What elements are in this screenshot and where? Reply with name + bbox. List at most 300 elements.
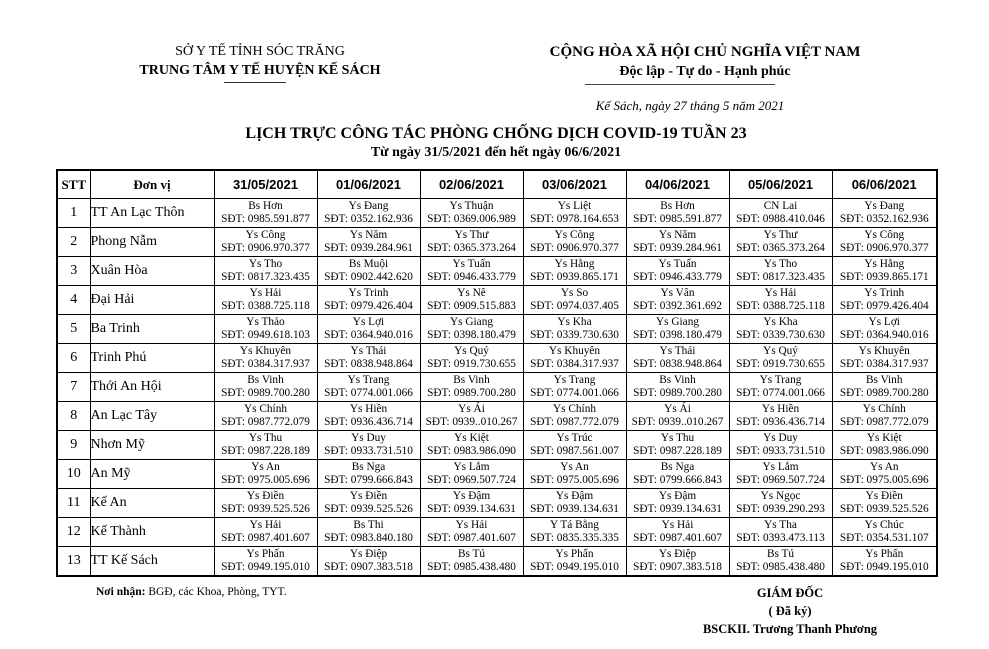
table-header-row <box>57 170 937 199</box>
signed-note: ( Đã ký) <box>768 604 812 618</box>
duty-cell <box>832 431 937 460</box>
staff-name: Ys An <box>560 461 589 473</box>
staff-phone: SĐT: 0939.290.293 <box>736 503 825 515</box>
staff-phone: SĐT: 0939.134.631 <box>530 503 619 515</box>
staff-phone: SĐT: 0354.531.107 <box>839 532 929 544</box>
staff-name: Ys Hải <box>661 519 694 531</box>
staff-phone: SĐT: 0989.700.280 <box>839 387 929 399</box>
staff-name: Ys Đang <box>348 200 389 212</box>
staff-phone: SĐT: 0987.401.607 <box>633 532 722 544</box>
duty-cell <box>729 344 832 373</box>
staff-name: Ys Kiệt <box>454 432 489 444</box>
staff-phone: SĐT: 0949.195.010 <box>839 561 929 573</box>
column-header-date: 03/06/2021 <box>523 170 626 199</box>
center-name: TRUNG TÂM Y TẾ HUYỆN KẾ SÁCH <box>139 63 381 78</box>
duty-cell <box>832 547 937 577</box>
staff-name: Ys Lắm <box>762 461 799 473</box>
staff-phone: SĐT: 0384.317.937 <box>530 358 619 370</box>
staff-name: Bs Nga <box>660 461 695 473</box>
duty-cell <box>214 315 317 344</box>
duty-cell <box>729 315 832 344</box>
duty-cell <box>523 489 626 518</box>
row-number: 2 <box>57 228 90 257</box>
staff-phone: SĐT: 0919.730.655 <box>427 358 516 370</box>
document-subtitle: Từ ngày 31/5/2021 đến hết ngày 06/6/2021 <box>370 145 622 160</box>
staff-phone: SĐT: 0975.005.696 <box>839 474 929 486</box>
staff-name: Ys Điền <box>349 490 388 502</box>
staff-phone: SĐT: 0393.473.113 <box>736 532 825 544</box>
duty-cell <box>214 489 317 518</box>
column-header-stt: STT <box>57 170 90 199</box>
duty-cell <box>626 518 729 547</box>
staff-name: Ys Quý <box>763 345 798 357</box>
staff-phone: SĐT: 0974.037.405 <box>530 300 619 312</box>
staff-name: Ys Thuận <box>449 200 494 212</box>
staff-name: Ys Thu <box>248 432 283 444</box>
duty-cell <box>214 344 317 373</box>
staff-name: Ys Tho <box>763 258 798 270</box>
unit-name: Xuân Hòa <box>90 257 214 286</box>
column-header-date: 04/06/2021 <box>626 170 729 199</box>
table-row <box>57 518 937 547</box>
row-number: 8 <box>57 402 90 431</box>
staff-phone: SĐT: 0983.986.090 <box>427 445 516 457</box>
staff-phone: SĐT: 0339.730.630 <box>736 329 825 341</box>
staff-phone: SĐT: 0939..010.267 <box>425 416 518 428</box>
duty-cell <box>317 518 420 547</box>
staff-name: Ys Chúc <box>864 519 904 531</box>
unit-name: Nhơn Mỹ <box>90 431 214 460</box>
duty-cell <box>729 228 832 257</box>
duty-cell <box>317 489 420 518</box>
staff-name: Ys So <box>560 287 589 299</box>
staff-name: Ys An <box>251 461 280 473</box>
staff-name: Bs Hơn <box>660 200 695 212</box>
staff-phone: SĐT: 0835.335.335 <box>530 532 619 544</box>
staff-phone: SĐT: 0907.383.518 <box>633 561 722 573</box>
duty-cell <box>317 286 420 315</box>
staff-name: Ys Công <box>245 229 286 241</box>
staff-name: Ys Năm <box>658 229 697 241</box>
unit-name: Trinh Phú <box>90 344 214 373</box>
staff-phone: SĐT: 0939..010.267 <box>631 416 724 428</box>
staff-phone: SĐT: 0817.323.435 <box>736 271 825 283</box>
staff-name: Ys Tuấn <box>452 258 491 270</box>
staff-name: Bs Thi <box>353 519 384 531</box>
row-number: 4 <box>57 286 90 315</box>
duty-cell <box>214 460 317 489</box>
staff-phone: SĐT: 0919.730.655 <box>736 358 825 370</box>
staff-name: Ys Kha <box>763 316 798 328</box>
table-row <box>57 199 937 228</box>
staff-name: Ys Hằng <box>554 258 595 270</box>
duty-cell <box>420 402 523 431</box>
staff-name: Ys Giang <box>450 316 493 328</box>
staff-phone: SĐT: 0364.940.016 <box>839 329 929 341</box>
staff-phone: SĐT: 0975.005.696 <box>221 474 310 486</box>
staff-name: Ys An <box>869 461 899 473</box>
recipients-value: BGĐ, các Khoa, Phòng, TYT. <box>145 586 287 598</box>
staff-name: Ys Duy <box>351 432 386 444</box>
staff-name: Ys Đậm <box>658 490 697 502</box>
table-row <box>57 373 937 402</box>
signature-block <box>700 584 880 639</box>
duty-cell <box>420 489 523 518</box>
staff-phone: SĐT: 0978.164.653 <box>530 213 619 225</box>
staff-name: Bs Hơn <box>248 200 283 212</box>
duty-cell <box>729 257 832 286</box>
country-name: CỘNG HÒA XÃ HỘI CHỦ NGHĨA VIỆT NAM <box>549 44 861 60</box>
staff-name: Ys Lợi <box>352 316 385 328</box>
duty-cell <box>523 460 626 489</box>
table-row <box>57 315 937 344</box>
national-motto-header <box>480 42 930 82</box>
staff-phone: SĐT: 0799.666.843 <box>633 474 722 486</box>
staff-phone: SĐT: 0975.005.696 <box>530 474 619 486</box>
staff-phone: SĐT: 0989.700.280 <box>221 387 310 399</box>
signer-name: BSCKII. Trương Thanh Phương <box>702 622 878 636</box>
staff-name: Ys Trang <box>347 374 390 386</box>
duty-cell <box>729 373 832 402</box>
staff-phone: SĐT: 0909.515.883 <box>427 300 516 312</box>
staff-phone: SĐT: 0949.195.010 <box>530 561 619 573</box>
staff-name: Ys Lắm <box>453 461 490 473</box>
duty-cell <box>214 373 317 402</box>
staff-phone: SĐT: 0939.865.171 <box>530 271 619 283</box>
staff-phone: SĐT: 0949.195.010 <box>221 561 310 573</box>
recipients-label: Nơi nhận: <box>96 586 146 598</box>
staff-phone: SĐT: 0838.948.864 <box>633 358 722 370</box>
column-header-date: 05/06/2021 <box>729 170 832 199</box>
duty-cell <box>317 402 420 431</box>
unit-name: Phong Nẫm <box>90 228 214 257</box>
staff-name: Ys Liệt <box>557 200 592 212</box>
duty-cell <box>832 489 937 518</box>
staff-phone: SĐT: 0939.525.526 <box>221 503 310 515</box>
staff-name: Ys Đậm <box>452 490 491 502</box>
staff-name: Ys Điền <box>865 490 903 502</box>
staff-name: Ys Thảo <box>246 316 285 328</box>
duty-cell <box>420 431 523 460</box>
column-header-unit: Đơn vị <box>90 170 214 199</box>
staff-phone: SĐT: 0774.001.066 <box>324 387 413 399</box>
staff-name: Ys Trang <box>759 374 802 386</box>
document-date: Kế Sách, ngày 27 tháng 5 năm 2021 <box>595 98 785 113</box>
staff-name: Ys Hải <box>249 287 282 299</box>
staff-name: Bs Tú <box>766 548 795 560</box>
staff-phone: SĐT: 0388.725.118 <box>221 300 310 312</box>
staff-name: Ys Giang <box>656 316 699 328</box>
staff-phone: SĐT: 0987.772.079 <box>530 416 619 428</box>
staff-phone: SĐT: 0939.525.526 <box>324 503 413 515</box>
staff-phone: SĐT: 0939.865.171 <box>839 271 929 283</box>
staff-phone: SĐT: 0907.383.518 <box>324 561 413 573</box>
duty-cell <box>729 547 832 577</box>
staff-phone: SĐT: 0388.725.118 <box>736 300 825 312</box>
staff-name: Bs Vinh <box>453 374 490 386</box>
duty-cell <box>317 460 420 489</box>
staff-phone: SĐT: 0989.700.280 <box>633 387 722 399</box>
table-row <box>57 402 937 431</box>
row-number: 3 <box>57 257 90 286</box>
duty-cell <box>626 228 729 257</box>
duty-cell <box>523 373 626 402</box>
row-number: 13 <box>57 547 90 577</box>
duty-cell <box>523 402 626 431</box>
staff-phone: SĐT: 0369.006.989 <box>427 213 516 225</box>
duty-cell <box>626 199 729 228</box>
duty-cell <box>317 373 420 402</box>
duty-cell <box>317 228 420 257</box>
staff-name: Ys Kiệt <box>866 432 902 444</box>
duty-schedule-table <box>56 169 938 577</box>
duty-cell <box>832 518 937 547</box>
duty-cell <box>214 402 317 431</box>
staff-phone: SĐT: 0799.666.843 <box>324 474 413 486</box>
column-header-date: 01/06/2021 <box>317 170 420 199</box>
table-row <box>57 460 937 489</box>
row-number: 1 <box>57 199 90 228</box>
row-number: 11 <box>57 489 90 518</box>
staff-name: Bs Vinh <box>866 374 903 386</box>
duty-cell <box>729 431 832 460</box>
table-row <box>57 286 937 315</box>
staff-name: Ys Phấn <box>555 548 594 560</box>
staff-name: Ys Hải <box>249 519 282 531</box>
duty-cell <box>214 518 317 547</box>
duty-cell <box>523 286 626 315</box>
staff-phone: SĐT: 0985.438.480 <box>736 561 825 573</box>
staff-name: Ys Khuyên <box>548 345 601 357</box>
staff-phone: SĐT: 0946.433.779 <box>427 271 516 283</box>
staff-name: Ys Ái <box>458 403 485 415</box>
staff-phone: SĐT: 0969.507.724 <box>427 474 516 486</box>
duty-cell <box>420 518 523 547</box>
staff-phone: SĐT: 0987.228.189 <box>633 445 722 457</box>
staff-name: Ys Trinh <box>864 287 905 299</box>
staff-phone: SĐT: 0906.970.377 <box>839 242 929 254</box>
duty-cell <box>214 431 317 460</box>
duty-cell <box>317 431 420 460</box>
staff-phone: SĐT: 0987.401.607 <box>427 532 516 544</box>
staff-name: Ys Trúc <box>556 432 593 444</box>
staff-name: Ys Công <box>554 229 595 241</box>
staff-phone: SĐT: 0398.180.479 <box>427 329 516 341</box>
staff-phone: SĐT: 0838.948.864 <box>324 358 413 370</box>
staff-name: Ys Đậm <box>555 490 594 502</box>
staff-phone: SĐT: 0983.986.090 <box>839 445 929 457</box>
staff-phone: SĐT: 0987.561.007 <box>530 445 619 457</box>
duty-cell <box>626 402 729 431</box>
table-row <box>57 344 937 373</box>
staff-phone: SĐT: 0939.525.526 <box>839 503 929 515</box>
table-row <box>57 547 937 577</box>
staff-name: Ys Thư <box>763 229 798 241</box>
staff-phone: SĐT: 0979.426.404 <box>839 300 929 312</box>
row-number: 12 <box>57 518 90 547</box>
staff-phone: SĐT: 0985.438.480 <box>427 561 516 573</box>
duty-cell <box>626 460 729 489</box>
duty-cell <box>729 460 832 489</box>
duty-cell <box>317 257 420 286</box>
staff-phone: SĐT: 0949.618.103 <box>221 329 310 341</box>
duty-cell <box>832 199 937 228</box>
duty-cell <box>626 286 729 315</box>
staff-phone: SĐT: 0339.730.630 <box>530 329 619 341</box>
staff-name: Ys Phấn <box>865 548 904 560</box>
staff-phone: SĐT: 0985.591.877 <box>633 213 722 225</box>
staff-name: CN Lai <box>763 200 798 212</box>
staff-name: Ys Chính <box>244 403 287 415</box>
duty-cell <box>626 373 729 402</box>
staff-phone: SĐT: 0989.700.280 <box>427 387 516 399</box>
unit-name: TT An Lạc Thôn <box>90 199 214 228</box>
department-name: SỞ Y TẾ TỈNH SÓC TRĂNG <box>175 44 345 59</box>
duty-cell <box>523 344 626 373</box>
document-title: LỊCH TRỰC CÔNG TÁC PHÒNG CHỐNG DỊCH COVID-19 TUẦN 23 <box>245 125 747 142</box>
staff-phone: SĐT: 0939.134.631 <box>427 503 516 515</box>
duty-cell <box>626 257 729 286</box>
motto: Độc lập - Tự do - Hạnh phúc <box>619 64 791 79</box>
row-number: 9 <box>57 431 90 460</box>
staff-name: Ys Khuyên <box>858 345 910 357</box>
unit-name: Kế An <box>90 489 214 518</box>
staff-name: Ys Hằng <box>864 258 905 270</box>
staff-name: Ys Hiền <box>349 403 388 415</box>
duty-cell <box>729 199 832 228</box>
staff-phone: SĐT: 0939.284.961 <box>633 242 722 254</box>
duty-cell <box>729 286 832 315</box>
duty-cell <box>626 431 729 460</box>
duty-cell <box>832 228 937 257</box>
staff-phone: SĐT: 0906.970.377 <box>221 242 310 254</box>
staff-name: Ys Phấn <box>246 548 285 560</box>
staff-phone: SĐT: 0936.436.714 <box>736 416 825 428</box>
staff-phone: SĐT: 0985.591.877 <box>221 213 310 225</box>
duty-cell <box>420 373 523 402</box>
unit-name: Ba Trinh <box>90 315 214 344</box>
duty-cell <box>420 257 523 286</box>
staff-phone: SĐT: 0906.970.377 <box>530 242 619 254</box>
duty-cell <box>523 547 626 577</box>
staff-name: Ys Thái <box>350 345 387 357</box>
staff-phone: SĐT: 0817.323.435 <box>221 271 310 283</box>
duty-cell <box>832 460 937 489</box>
duty-cell <box>729 518 832 547</box>
duty-cell <box>214 286 317 315</box>
duty-cell <box>729 402 832 431</box>
staff-phone: SĐT: 0933.731.510 <box>736 445 825 457</box>
staff-name: Ys Tho <box>248 258 283 270</box>
signer-title: GIÁM ĐỐC <box>756 586 824 600</box>
duty-cell <box>420 344 523 373</box>
table-body <box>57 199 937 577</box>
duty-cell <box>832 373 937 402</box>
column-header-date: 31/05/2021 <box>214 170 317 199</box>
motto-underline <box>585 84 775 85</box>
staff-name: Bs Tú <box>457 548 486 560</box>
staff-name: Ys Khuyên <box>239 345 292 357</box>
duty-cell <box>832 402 937 431</box>
staff-phone: SĐT: 0384.317.937 <box>839 358 929 370</box>
row-number: 7 <box>57 373 90 402</box>
duty-cell <box>626 315 729 344</box>
staff-name: Ys Lợi <box>868 316 900 328</box>
staff-phone: SĐT: 0392.361.692 <box>633 300 722 312</box>
staff-phone: SĐT: 0946.433.779 <box>633 271 722 283</box>
unit-name: An Mỹ <box>90 460 214 489</box>
staff-phone: SĐT: 0936.436.714 <box>324 416 413 428</box>
duty-cell <box>214 257 317 286</box>
header-underline <box>224 82 286 83</box>
staff-name: Ys Hải <box>455 519 488 531</box>
unit-name: An Lạc Tây <box>90 402 214 431</box>
row-number: 6 <box>57 344 90 373</box>
staff-name: Ys Ái <box>664 403 691 415</box>
staff-phone: SĐT: 0902.442.620 <box>324 271 413 283</box>
staff-name: Ys Thu <box>660 432 695 444</box>
row-number: 5 <box>57 315 90 344</box>
duty-cell <box>214 199 317 228</box>
staff-name: Ys Điền <box>246 490 285 502</box>
duty-cell <box>317 547 420 577</box>
staff-phone: SĐT: 0365.373.264 <box>427 242 516 254</box>
staff-name: Ys Chính <box>862 403 906 415</box>
staff-name: Ys Tha <box>764 519 797 531</box>
staff-phone: SĐT: 0939.134.631 <box>633 503 722 515</box>
staff-phone: SĐT: 0979.426.404 <box>324 300 413 312</box>
unit-name: Đại Hải <box>90 286 214 315</box>
staff-name: Ys Chính <box>553 403 596 415</box>
staff-name: Ys Quý <box>454 345 489 357</box>
staff-phone: SĐT: 0352.162.936 <box>839 213 929 225</box>
staff-name: Ys Trang <box>553 374 596 386</box>
staff-name: Ys Thư <box>454 229 489 241</box>
duty-cell <box>214 547 317 577</box>
staff-phone: SĐT: 0384.317.937 <box>221 358 310 370</box>
staff-phone: SĐT: 0364.940.016 <box>324 329 413 341</box>
staff-phone: SĐT: 0969.507.724 <box>736 474 825 486</box>
unit-name: Kế Thành <box>90 518 214 547</box>
staff-name: Ys Điệp <box>658 548 697 560</box>
staff-phone: SĐT: 0352.162.936 <box>324 213 413 225</box>
staff-name: Ys Ngọc <box>760 490 801 502</box>
staff-phone: SĐT: 0987.772.079 <box>221 416 310 428</box>
duty-cell <box>420 228 523 257</box>
duty-cell <box>523 315 626 344</box>
duty-cell <box>317 199 420 228</box>
staff-phone: SĐT: 0987.401.607 <box>221 532 310 544</box>
unit-name: TT Kế Sách <box>90 547 214 577</box>
duty-cell <box>420 199 523 228</box>
staff-name: Ys Tuấn <box>658 258 697 270</box>
duty-cell <box>832 286 937 315</box>
staff-phone: SĐT: 0398.180.479 <box>633 329 722 341</box>
duty-cell <box>832 315 937 344</box>
duty-cell <box>626 489 729 518</box>
staff-name: Ys Hiền <box>761 403 800 415</box>
row-number: 10 <box>57 460 90 489</box>
duty-cell <box>420 547 523 577</box>
duty-cell <box>729 489 832 518</box>
staff-name: Ys Vân <box>660 287 695 299</box>
staff-name: Bs Vinh <box>659 374 696 386</box>
duty-cell <box>317 344 420 373</box>
staff-phone: SĐT: 0939.284.961 <box>324 242 413 254</box>
staff-name: Ys Thái <box>659 345 696 357</box>
duty-cell <box>832 344 937 373</box>
table-row <box>57 257 937 286</box>
